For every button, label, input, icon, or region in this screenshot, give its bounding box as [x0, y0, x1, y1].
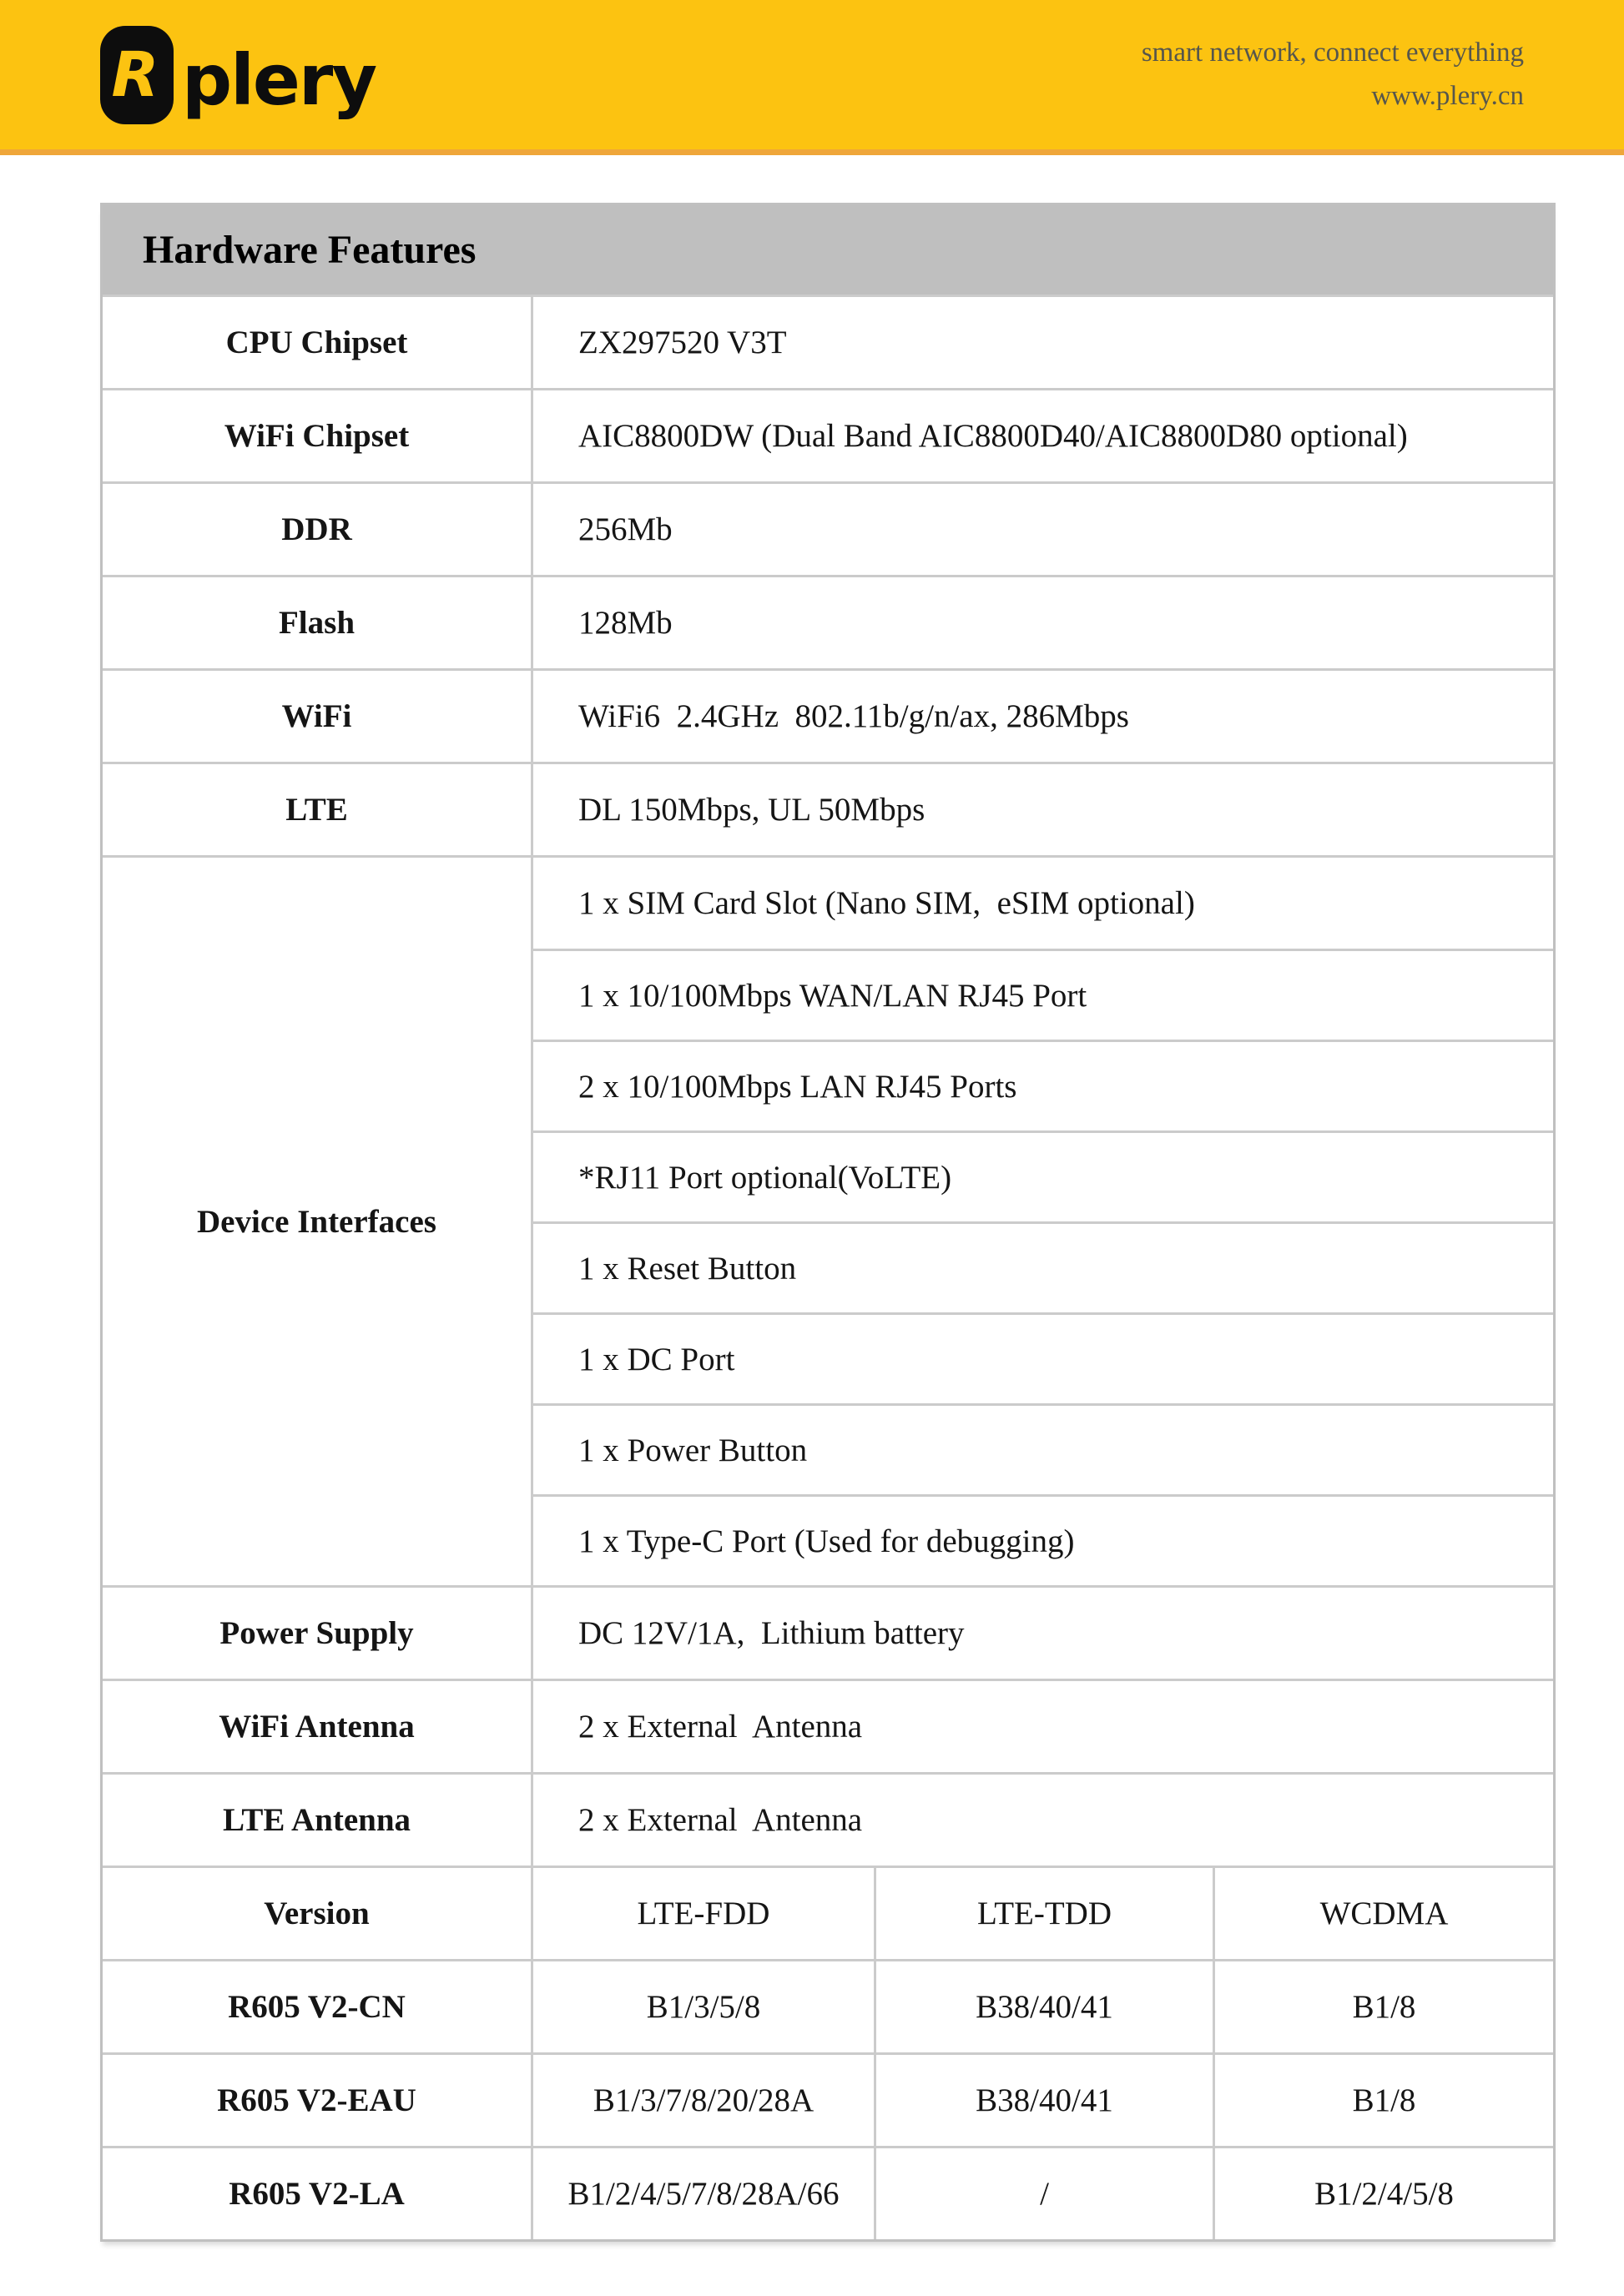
version-cell: Version	[103, 1868, 533, 1959]
spec-label: CPU Chipset	[103, 297, 533, 388]
spec-row	[103, 668, 1553, 762]
spec-value: 1 x SIM Card Slot (Nano SIM, eSIM optional)	[578, 885, 1195, 921]
spec-label: Flash	[103, 577, 533, 668]
brand-header	[0, 0, 1624, 155]
spec-value: AIC8800DW (Dual Band AIC8800D40/AIC8800D80 optional)	[578, 418, 1408, 454]
spec-label: Device Interfaces	[103, 858, 533, 1585]
spec-row	[103, 388, 1553, 481]
version-cell: B1/3/7/8/20/28A	[533, 2055, 876, 2146]
version-cell: LTE-FDD	[533, 1868, 876, 1959]
spec-value: *RJ11 Port optional(VoLTE)	[533, 1130, 1553, 1221]
version-cell: B1/2/4/5/7/8/28A/66	[533, 2148, 876, 2239]
spec-value: 2 x 10/100Mbps LAN RJ45 Ports	[533, 1040, 1553, 1130]
version-row	[103, 2052, 1553, 2146]
spec-value: DL 150Mbps, UL 50Mbps	[578, 792, 925, 828]
slogan-line-2: www.plery.cn	[1371, 80, 1524, 111]
spec-value: 1 x DC Port	[533, 1312, 1553, 1403]
version-cell: R605 V2-EAU	[103, 2055, 533, 2146]
version-cell: B1/2/4/5/8	[1314, 2176, 1454, 2212]
spec-label: WiFi	[103, 671, 533, 762]
version-cell: B38/40/41	[876, 1961, 1215, 2052]
brand-name: plery	[182, 38, 376, 121]
spec-label: WiFi Antenna	[103, 1681, 533, 1772]
spec-value: 1 x Power Button	[533, 1403, 1553, 1494]
spec-value: 2 x External Antenna	[578, 1709, 863, 1745]
spec-label: Power Supply	[103, 1588, 533, 1679]
spec-row	[103, 762, 1553, 855]
spec-value: DC 12V/1A, Lithium battery	[578, 1615, 965, 1651]
spec-label: WiFi Chipset	[103, 390, 533, 481]
spec-label: LTE Antenna	[103, 1775, 533, 1866]
spec-value: 256Mb	[578, 511, 673, 547]
version-cell: B1/8	[1352, 2082, 1416, 2118]
version-cell: R605 V2-CN	[103, 1961, 533, 2052]
version-cell: R605 V2-LA	[103, 2148, 533, 2239]
version-header-row	[103, 1866, 1553, 1959]
spec-table	[100, 203, 1556, 2242]
spec-value: 1 x Type-C Port (Used for debugging)	[533, 1494, 1553, 1585]
spec-label: LTE	[103, 764, 533, 855]
version-cell: B1/3/5/8	[533, 1961, 876, 2052]
spec-value: WiFi6 2.4GHz 802.11b/g/n/ax, 286Mbps	[578, 698, 1129, 734]
spec-table-body	[103, 295, 1553, 2239]
version-cell: WCDMA	[1319, 1896, 1449, 1931]
brand-slogan	[1142, 32, 1524, 117]
table-title: Hardware Features	[143, 228, 477, 272]
spec-group-row	[103, 855, 1553, 1585]
spec-row	[103, 1772, 1553, 1866]
spec-row	[103, 1585, 1553, 1679]
logo-letter: R	[111, 38, 159, 111]
slogan-line-1: smart network, connect everything	[1141, 38, 1524, 68]
spec-group-values	[533, 858, 1553, 1585]
spec-row	[103, 1679, 1553, 1772]
spec-value: 1 x 10/100Mbps WAN/LAN RJ45 Port	[533, 949, 1553, 1040]
version-row	[103, 1959, 1553, 2052]
version-cell: LTE-TDD	[876, 1868, 1215, 1959]
spec-row	[103, 481, 1553, 575]
version-cell: B38/40/41	[876, 2055, 1215, 2146]
spec-value: 1 x Reset Button	[533, 1221, 1553, 1312]
spec-value: 128Mb	[578, 605, 673, 641]
version-row	[103, 2146, 1553, 2239]
logo-badge-icon	[100, 26, 174, 124]
spec-row	[103, 575, 1553, 668]
version-cell: /	[876, 2148, 1215, 2239]
spec-row	[103, 295, 1553, 388]
version-cell: B1/8	[1352, 1989, 1416, 2025]
spec-label: DDR	[103, 484, 533, 575]
spec-value: 2 x External Antenna	[578, 1802, 863, 1838]
brand-logo	[100, 26, 376, 124]
spec-value: ZX297520 V3T	[578, 325, 787, 360]
table-title-bar	[103, 205, 1553, 295]
